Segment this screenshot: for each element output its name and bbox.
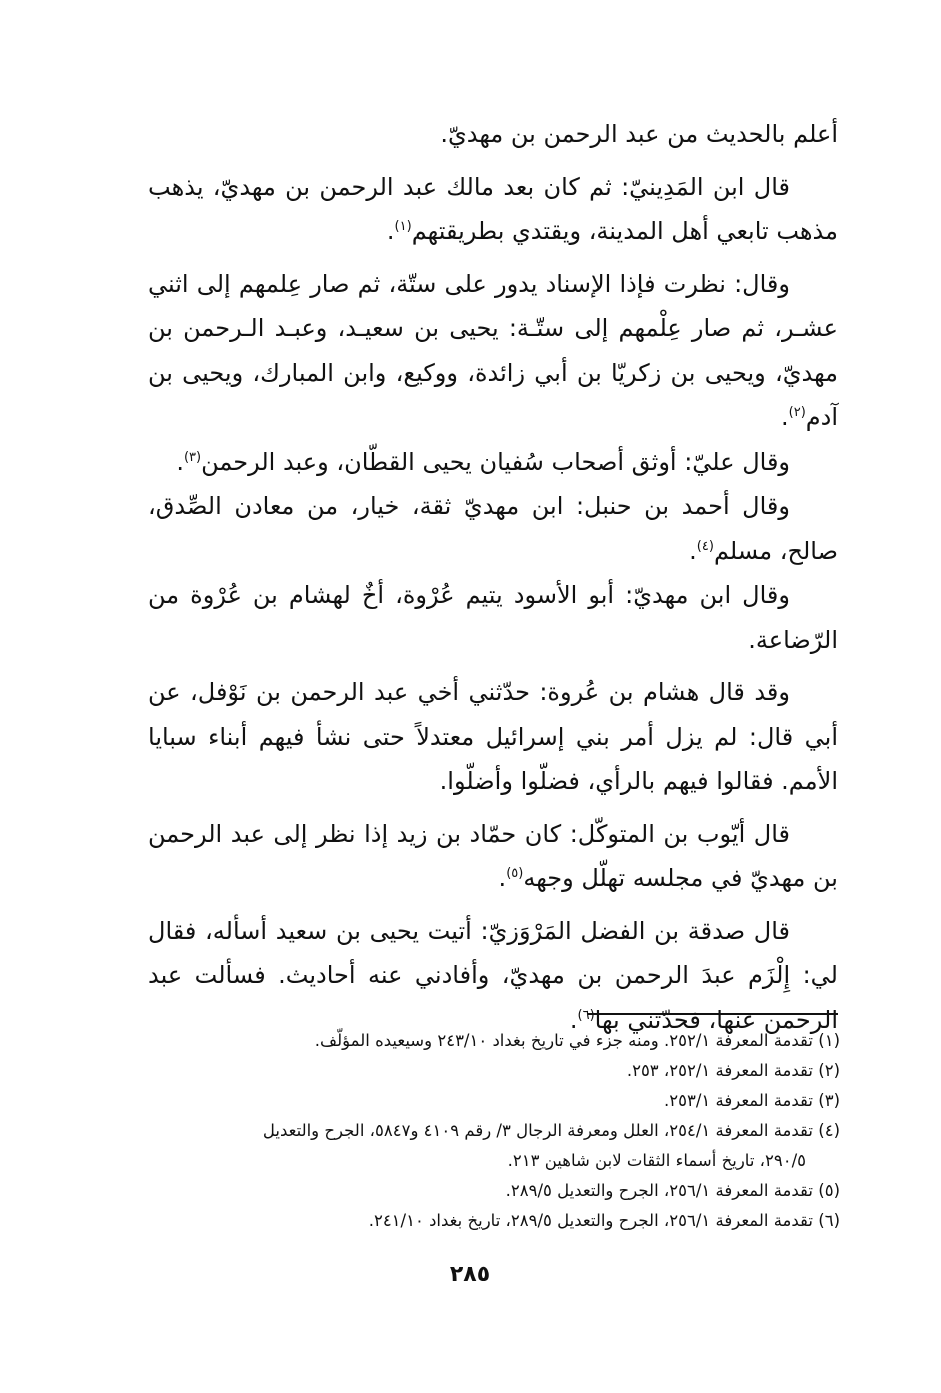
main-text (148, 112, 838, 1042)
paragraph: قال أيّوب بن المتوكّل: كان حمّاد بن زيد إذا نظر إلى عبد الرحمن بن مهديّ في مجلسه تهلّل وجهه$^{(٥)}$. (148, 819, 838, 892)
footnote-ref[interactable]: (٣) (183, 449, 202, 465)
footnote-continuation: ٢٩٠/٥، تاريخ أسماء الثقات لابن شاهين ٢١٣. (507, 1151, 806, 1170)
footnote: (٢) تقدمة المعرفة ٢٥٢/١، ٢٥٣. (626, 1061, 840, 1080)
footnote-ref[interactable]: (٦) (577, 1007, 595, 1023)
paragraph: وقال ابن مهديّ: أبو الأسود يتيم عُرْوة، أخٌ لهشام بن عُرْوة من الرّضاعة. (148, 581, 838, 654)
footnote-ref[interactable]: (٤) (696, 538, 714, 554)
paragraph: وقال: نظرت فإذا الإسناد يدور على ستّة، ثم صار عِلمهم إلى اثني عشـر، ثم صار عِلْمهم إلى ستّـة: يحيى بن سعيـد، وعبـد الـرحمن بن مهديّ، ويحيى بن زكريّا بن أبي زائدة، ووكيع، وابن المبارك، ويحيى بن آدم$^{(٢)}$. (148, 269, 838, 431)
page-number: ٢٨٥ (449, 1262, 491, 1287)
footnote-divider (588, 1013, 838, 1015)
footnotes (140, 1026, 840, 1236)
footnote: (١) تقدمة المعرفة ٢٥٢/١. ومنه جزء في تاريخ بغداد ٢٤٣/١٠ وسيعيده المؤلّف. (314, 1031, 840, 1050)
footnote: (٦) تقدمة المعرفة ٢٥٦/١، الجرح والتعديل ٢٨٩/٥، تاريخ بغداد ٢٤١/١٠. (368, 1211, 840, 1230)
paragraph: وقال أحمد بن حنبل: ابن مهديّ ثقة، خيار، من معادن الصِّدق، صالح، مسلم$^{(٤)}$. (148, 492, 838, 565)
paragraph: وقد قال هشام بن عُروة: حدّثني أخي عبد الرحمن بن نَوْفل، عن أبي قال: لم يزل أمر بني إسرائيل معتدلاً حتى نشأ فيهم أبناء سبايا الأمم. فقالوا فيهم بالرأي، فضلّوا وأضلّوا. (148, 678, 838, 795)
paragraph: قال صدقة بن الفضل المَرْوَزيّ: أتيت يحيى بن سعيد أسأله، فقال لي: إِلْزَم عبدَ الرحمن بن مهديّ، وأفادني عنه أحاديث. فسألت عبد الرحمن عنها، فحدّثني بها$^{(٦)}$. (148, 916, 838, 1034)
paragraph: قال ابن المَدِينيّ: ثم كان بعد مالك عبد الرحمن بن مهديّ، يذهب مذهب تابعي أهل المدينة، ويقتدي بطريقتهم$^{(١)}$. (148, 172, 838, 245)
paragraph: وقال عليّ: أوثق أصحاب سُفيان يحيى القطّان، وعبد الرحمن$^{(٣)}$. (176, 447, 790, 476)
footnote-ref[interactable]: (٢) (788, 405, 806, 420)
footnote: (٥) تقدمة المعرفة ٢٥٦/١، الجرح والتعديل ٢٨٩/٥. (505, 1181, 840, 1200)
paragraph: أعلم بالحديث من عبد الرحمن بن مهديّ. (440, 120, 838, 148)
footnote: (٣) تقدمة المعرفة ٢٥٣/١. (664, 1091, 840, 1110)
footnote-ref[interactable]: (١) (394, 219, 412, 234)
footnote-ref[interactable]: (٥) (506, 866, 524, 881)
footnote: (٤) تقدمة المعرفة ٢٥٤/١، العلل ومعرفة الرجال ٣/ رقم ٤١٠٩ و٥٨٤٧، الجرح والتعديل (262, 1121, 840, 1140)
